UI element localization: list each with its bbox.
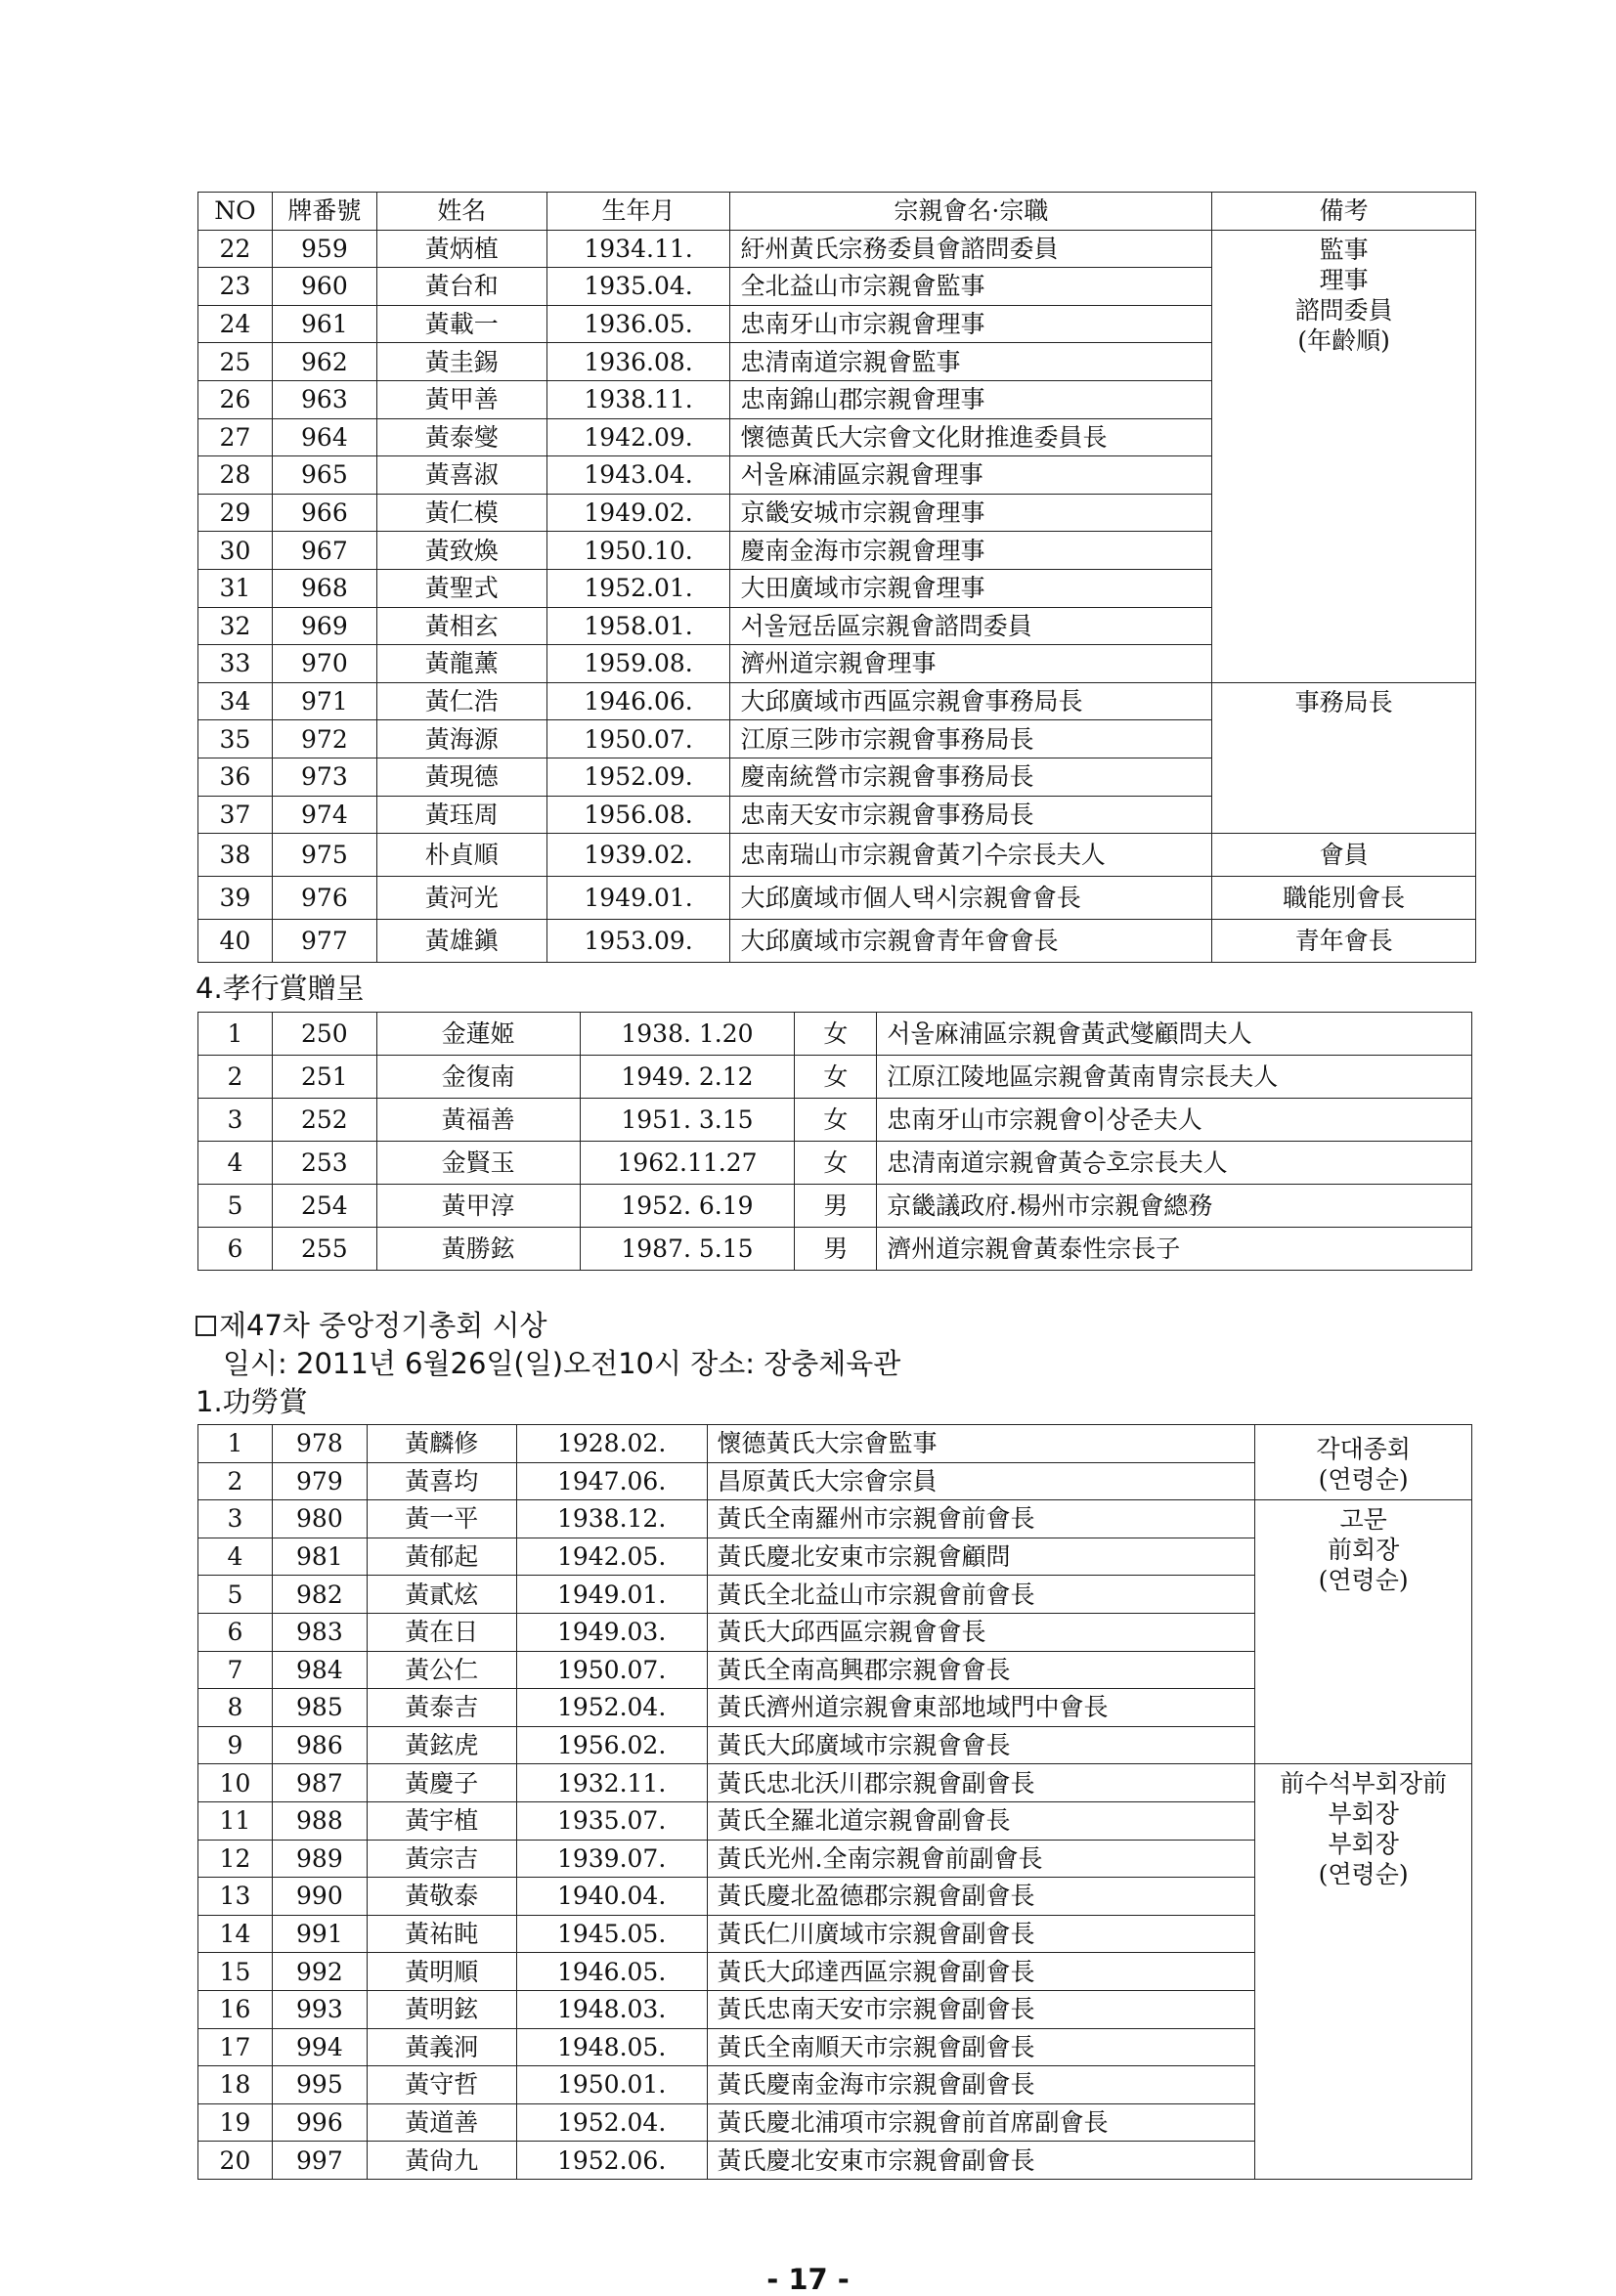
table-cell: 黃喜均 [367,1462,516,1500]
table-cell: 1950.07. [546,720,730,758]
merit-award-table [197,1424,1472,2180]
table-cell: 忠南瑞山市宗親會黃기수宗長夫人 [730,834,1212,877]
table-cell: 慶南金海市宗親會理事 [730,532,1212,570]
table-cell: 濟州道宗親會黃泰性宗長子 [877,1228,1472,1271]
table-cell: 黃氏大邱西區宗親會會長 [707,1613,1255,1651]
table-cell: 963 [272,380,376,418]
table-cell: 973 [272,758,376,796]
remark-line: 理事 [1319,265,1369,294]
table-cell: 992 [272,1953,367,1991]
table-cell: 23 [198,268,273,306]
table-cell: 984 [272,1651,367,1689]
table-cell: 13 [198,1878,273,1916]
remark-line: 諮問委員 [1294,295,1393,325]
table-cell: 黃氏慶北盈德郡宗親會副會長 [707,1878,1255,1916]
table-cell: 女 [795,1142,877,1185]
table-cell: 6 [198,1613,273,1651]
table-cell: 975 [272,834,376,877]
table-cell: 965 [272,456,376,495]
remark-line: 監事 [1319,235,1369,264]
table-cell: 16 [198,1990,273,2028]
section-heading-merit-award: 1.功勞賞 [196,1385,308,1418]
table-cell: 京畿議政府.楊州市宗親會總務 [877,1185,1472,1228]
table-cell: 1949.01. [516,1576,707,1614]
table-cell: 黃氏忠南天安市宗親會副會長 [707,1990,1255,2028]
table-cell: 黃氏慶北安東市宗親會副會長 [707,2142,1255,2180]
table-cell: 忠南牙山市宗親會이상준夫人 [877,1099,1472,1142]
table-cell: 1952.09. [546,758,730,796]
table-cell: 974 [272,796,376,834]
table-cell: 1956.02. [516,1726,707,1764]
table-cell: 黃義泂 [367,2028,516,2066]
table-cell: 29 [198,494,273,532]
table-cell: 黃貳炫 [367,1576,516,1614]
table-cell: 大田廣域市宗親會理事 [730,569,1212,607]
table-cell: 黃仁模 [376,494,546,532]
table-cell: 忠清南道宗親會監事 [730,343,1212,381]
table-cell: 黃明順 [367,1953,516,1991]
table-cell: 5 [198,1185,273,1228]
table-row [198,920,1476,963]
table-cell: 黃敬泰 [367,1878,516,1916]
table-cell: 1956.08. [546,796,730,834]
table-cell: 1947.06. [516,1462,707,1500]
remark-line: (연령순) [1318,1465,1409,1495]
table-row [198,1013,1472,1056]
table-cell: 1936.08. [546,343,730,381]
table-cell: 24 [198,305,273,343]
remark-cell [1212,230,1476,682]
table-cell: 1942.09. [546,418,730,456]
table-cell: 990 [272,1878,367,1916]
table-cell: 972 [272,720,376,758]
table-cell: 黃氏慶北浦項市宗親會前首席副會長 [707,2103,1255,2142]
table-cell: 黃麟修 [367,1425,516,1463]
remark-cell [1255,1764,1472,2180]
table-cell: 4 [198,1538,273,1576]
table-cell: 忠南天安市宗親會事務局長 [730,796,1212,834]
table-cell: 967 [272,532,376,570]
table-cell: 3 [198,1500,273,1538]
table-cell: 京畿安城市宗親會理事 [730,494,1212,532]
remark-line: 前수석부회장前 [1280,1769,1448,1798]
table-cell: 977 [272,920,376,963]
remark-line: (연령순) [1318,1860,1409,1889]
remark-line: 부회장 [1328,1799,1399,1829]
table-cell: 978 [272,1425,367,1463]
table-cell: 忠清南道宗親會黃승호宗長夫人 [877,1142,1472,1185]
table-cell: 1949.03. [516,1613,707,1651]
table-cell: 1938. 1.20 [580,1013,795,1056]
checkbox-square-icon [196,1316,216,1336]
table-cell: 33 [198,645,273,683]
table-cell: 懷德黃氏大宗會文化財推進委員長 [730,418,1212,456]
table-cell: 男 [795,1228,877,1271]
table-cell: 黃公仁 [367,1651,516,1689]
table-cell: 961 [272,305,376,343]
table-cell: 黃氏仁川廣域市宗親會副會長 [707,1915,1255,1953]
table-cell: 250 [272,1013,376,1056]
table-cell: 964 [272,418,376,456]
table-cell: 1962.11.27 [580,1142,795,1185]
table-cell: 黃台和 [376,268,546,306]
table-cell: 252 [272,1099,376,1142]
table-cell: 黃氏慶北安東市宗親會顧問 [707,1538,1255,1576]
table-row [198,877,1476,920]
table-cell: 黃甲善 [376,380,546,418]
table-cell: 18 [198,2066,273,2104]
remark-line: (年齡順) [1297,325,1390,355]
table-cell: 982 [272,1576,367,1614]
table-cell: 1940.04. [516,1878,707,1916]
table-cell: 1945.05. [516,1915,707,1953]
table-cell: 江原江陵地區宗親會黃南冑宗長夫人 [877,1056,1472,1099]
table-cell: 27 [198,418,273,456]
table-cell: 黃尙九 [367,2142,516,2180]
remark-line: 각대종회 [1316,1435,1411,1464]
table-cell: 黃宗吉 [367,1840,516,1878]
table-cell: 971 [272,682,376,720]
remark-cell [1255,1500,1472,1764]
table-cell: 980 [272,1500,367,1538]
table-cell: 黃龍薰 [376,645,546,683]
table-cell: 黃一平 [367,1500,516,1538]
table-cell: 黃鉉虎 [367,1726,516,1764]
table-cell: 7 [198,1651,273,1689]
table-cell: 昌原黃氏大宗會宗員 [707,1462,1255,1500]
table-cell: 黃甲淳 [376,1185,580,1228]
table-cell: 15 [198,1953,273,1991]
table-cell: 1 [198,1425,273,1463]
table-cell: 黃明鉉 [367,1990,516,2028]
table-cell: 黃氏全羅北道宗親會副會長 [707,1801,1255,1840]
table-cell: 1952.01. [546,569,730,607]
table-cell: 26 [198,380,273,418]
remark-line: 부회장 [1328,1830,1399,1859]
table-cell: 976 [272,877,376,920]
table-cell: 黃福善 [376,1099,580,1142]
table-cell: 995 [272,2066,367,2104]
table-cell: 懷德黃氏大宗會監事 [707,1425,1255,1463]
table-cell: 28 [198,456,273,495]
table-cell: 黃海源 [376,720,546,758]
table-row [198,1228,1472,1271]
table-cell: 991 [272,1915,367,1953]
table-cell: 993 [272,1990,367,2028]
table-row [198,1764,1472,1802]
table-cell: 983 [272,1613,367,1651]
table-cell: 1948.03. [516,1990,707,2028]
table-cell: 金賢玉 [376,1142,580,1185]
table-cell: 1 [198,1013,273,1056]
table-cell: 1928.02. [516,1425,707,1463]
table-cell: 金復南 [376,1056,580,1099]
table-cell: 黃炳植 [376,230,546,268]
remark-cell [1255,1425,1472,1500]
table-cell: 253 [272,1142,376,1185]
table-cell: 11 [198,1801,273,1840]
table-cell: 986 [272,1726,367,1764]
table-cell: 1952.04. [516,1689,707,1727]
table-cell: 994 [272,2028,367,2066]
table-cell: 1949.02. [546,494,730,532]
table-cell: 4 [198,1142,273,1185]
table-cell: 35 [198,720,273,758]
table-cell: 996 [272,2103,367,2142]
table-cell: 江原三陟市宗親會事務局長 [730,720,1212,758]
table-cell: 36 [198,758,273,796]
table-cell: 黃守哲 [367,2066,516,2104]
table-row [198,1425,1472,1463]
table-cell: 19 [198,2103,273,2142]
table-row [198,682,1476,720]
table-cell: 9 [198,1726,273,1764]
table-cell: 1950.10. [546,532,730,570]
table-cell: 959 [272,230,376,268]
table-cell: 女 [795,1056,877,1099]
column-header: 生年月 [546,193,730,231]
table-cell: 20 [198,2142,273,2180]
remark-line: (연령순) [1318,1566,1409,1595]
column-header: NO [198,193,273,231]
page-number: - 17 - [766,2263,850,2296]
table-cell: 1948.05. [516,2028,707,2066]
table-cell: 黃載一 [376,305,546,343]
table-cell: 34 [198,682,273,720]
table-cell: 大邱廣域市西區宗親會事務局長 [730,682,1212,720]
table-cell: 女 [795,1099,877,1142]
table-cell: 1949. 2.12 [580,1056,795,1099]
table-cell: 黃圭錫 [376,343,546,381]
column-header: 備考 [1212,193,1476,231]
column-header: 姓名 [376,193,546,231]
table-cell: 969 [272,607,376,645]
table-cell: 忠南錦山郡宗親會理事 [730,380,1212,418]
remark-line: 前회장 [1327,1536,1400,1565]
remark-cell: 事務局長 [1212,682,1476,833]
table-row [198,1142,1472,1185]
section-heading-filial-piety-award: 4.孝行賞贈呈 [196,972,365,1005]
table-cell: 黃珏周 [376,796,546,834]
table-row [198,230,1476,268]
table-cell: 31 [198,569,273,607]
table-cell: 987 [272,1764,367,1802]
table-cell: 962 [272,343,376,381]
table-cell: 1938.12. [516,1500,707,1538]
table-row [198,834,1476,877]
table-cell: 黃泰燮 [376,418,546,456]
table-cell: 997 [272,2142,367,2180]
table-cell: 2 [198,1462,273,1500]
column-header: 宗親會名·宗職 [730,193,1212,231]
table-cell: 黃勝鉉 [376,1228,580,1271]
table-cell: 1953.09. [546,920,730,963]
table-cell: 黃氏大邱廣域市宗親會會長 [707,1726,1255,1764]
table-cell: 1958.01. [546,607,730,645]
table-cell: 12 [198,1840,273,1878]
table-cell: 37 [198,796,273,834]
table-cell: 251 [272,1056,376,1099]
table-cell: 黃宇植 [367,1801,516,1840]
remark-cell: 會員 [1212,834,1476,877]
table-cell: 1932.11. [516,1764,707,1802]
table-cell: 忠南牙山市宗親會理事 [730,305,1212,343]
table-cell: 서울麻浦區宗親會黃武燮顧問夫人 [877,1013,1472,1056]
table-cell: 黃現德 [376,758,546,796]
table-cell: 1936.05. [546,305,730,343]
table-cell: 黃道善 [367,2103,516,2142]
table-cell: 黃郁起 [367,1538,516,1576]
table-cell: 1935.04. [546,268,730,306]
table-cell: 紆州黃氏宗務委員會諮問委員 [730,230,1212,268]
table-cell: 黃氏全南高興郡宗親會會長 [707,1651,1255,1689]
table-cell: 1939.02. [546,834,730,877]
table-cell: 1952. 6.19 [580,1185,795,1228]
table-cell: 黃氏全南順天市宗親會副會長 [707,2028,1255,2066]
table-cell: 1946.06. [546,682,730,720]
table-cell: 黃祐盹 [367,1915,516,1953]
table-cell: 968 [272,569,376,607]
table-cell: 254 [272,1185,376,1228]
table-cell: 1951. 3.15 [580,1099,795,1142]
table-cell: 1946.05. [516,1953,707,1991]
table-cell: 黃氏忠北沃川郡宗親會副會長 [707,1764,1255,1802]
table-cell: 黃慶子 [367,1764,516,1802]
table-row [198,1185,1472,1228]
table-cell: 966 [272,494,376,532]
table-cell: 全北益山市宗親會監事 [730,268,1212,306]
table-cell: 黃泰吉 [367,1689,516,1727]
table-cell: 1950.01. [516,2066,707,2104]
table-cell: 黃雄鎭 [376,920,546,963]
table-header-row [198,193,1476,231]
table-row [198,1099,1472,1142]
table-cell: 1952.06. [516,2142,707,2180]
table-cell: 黃氏大邱達西區宗親會副會長 [707,1953,1255,1991]
table-cell: 朴貞順 [376,834,546,877]
table-cell: 22 [198,230,273,268]
table-cell: 5 [198,1576,273,1614]
table-cell: 黃氏慶南金海市宗親會副會長 [707,2066,1255,2104]
table-cell: 981 [272,1538,367,1576]
table-cell: 1949.01. [546,877,730,920]
table-cell: 1950.07. [516,1651,707,1689]
table-cell: 黃氏全北益山市宗親會前會長 [707,1576,1255,1614]
event-date-venue: 일시: 2011년 6월26일(일)오전10시 장소: 장충체육관 [223,1347,901,1380]
remark-cell: 職能別會長 [1212,877,1476,920]
table-cell: 男 [795,1185,877,1228]
table-cell: 黃仁浩 [376,682,546,720]
table-cell: 970 [272,645,376,683]
table-cell: 3 [198,1099,273,1142]
column-header: 牌番號 [272,193,376,231]
table-cell: 30 [198,532,273,570]
table-cell: 988 [272,1801,367,1840]
table-cell: 2 [198,1056,273,1099]
table-cell: 1987. 5.15 [580,1228,795,1271]
section-heading-general-meeting [196,1309,547,1342]
filial-piety-award-table [197,1012,1472,1271]
table-cell: 255 [272,1228,376,1271]
table-cell: 10 [198,1764,273,1802]
remark-line: 고문 [1339,1505,1387,1535]
table-cell: 黃氏光州.全南宗親會前副會長 [707,1840,1255,1878]
table-cell: 1943.04. [546,456,730,495]
table-cell: 1952.04. [516,2103,707,2142]
table-cell: 1942.05. [516,1538,707,1576]
general-meeting-title: 제47차 중앙정기총회 시상 [219,1309,547,1342]
table-cell: 金蓮姬 [376,1013,580,1056]
table-cell: 1939.07. [516,1840,707,1878]
table-cell: 32 [198,607,273,645]
table-cell: 39 [198,877,273,920]
table-cell: 40 [198,920,273,963]
table-cell: 38 [198,834,273,877]
table-cell: 979 [272,1462,367,1500]
remark-cell: 青年會長 [1212,920,1476,963]
table-cell: 大邱廣域市個人택시宗親會會長 [730,877,1212,920]
table-cell: 6 [198,1228,273,1271]
table-cell: 1959.08. [546,645,730,683]
table-cell: 黃致煥 [376,532,546,570]
table-row [198,1056,1472,1099]
table-cell: 慶南統營市宗親會事務局長 [730,758,1212,796]
table-cell: 8 [198,1689,273,1727]
table-cell: 女 [795,1013,877,1056]
table-cell: 黃氏濟州道宗親會東部地域門中會長 [707,1689,1255,1727]
table-cell: 989 [272,1840,367,1878]
table-cell: 14 [198,1915,273,1953]
table-cell: 서울冠岳區宗親會諮問委員 [730,607,1212,645]
table-row [198,1500,1472,1538]
table-cell: 1934.11. [546,230,730,268]
table-cell: 黃聖式 [376,569,546,607]
table-cell: 濟州道宗親會理事 [730,645,1212,683]
table-cell: 黃在日 [367,1613,516,1651]
table-cell: 25 [198,343,273,381]
table-cell: 985 [272,1689,367,1727]
table-cell: 960 [272,268,376,306]
table-cell: 1935.07. [516,1801,707,1840]
table-cell: 黃河光 [376,877,546,920]
table-cell: 黃喜淑 [376,456,546,495]
table-cell: 17 [198,2028,273,2066]
table-cell: 大邱廣域市宗親會青年會會長 [730,920,1212,963]
table-cell: 서울麻浦區宗親會理事 [730,456,1212,495]
table-cell: 1938.11. [546,380,730,418]
awards-table-continued [197,192,1476,963]
table-cell: 黃相玄 [376,607,546,645]
table-cell: 黃氏全南羅州市宗親會前會長 [707,1500,1255,1538]
